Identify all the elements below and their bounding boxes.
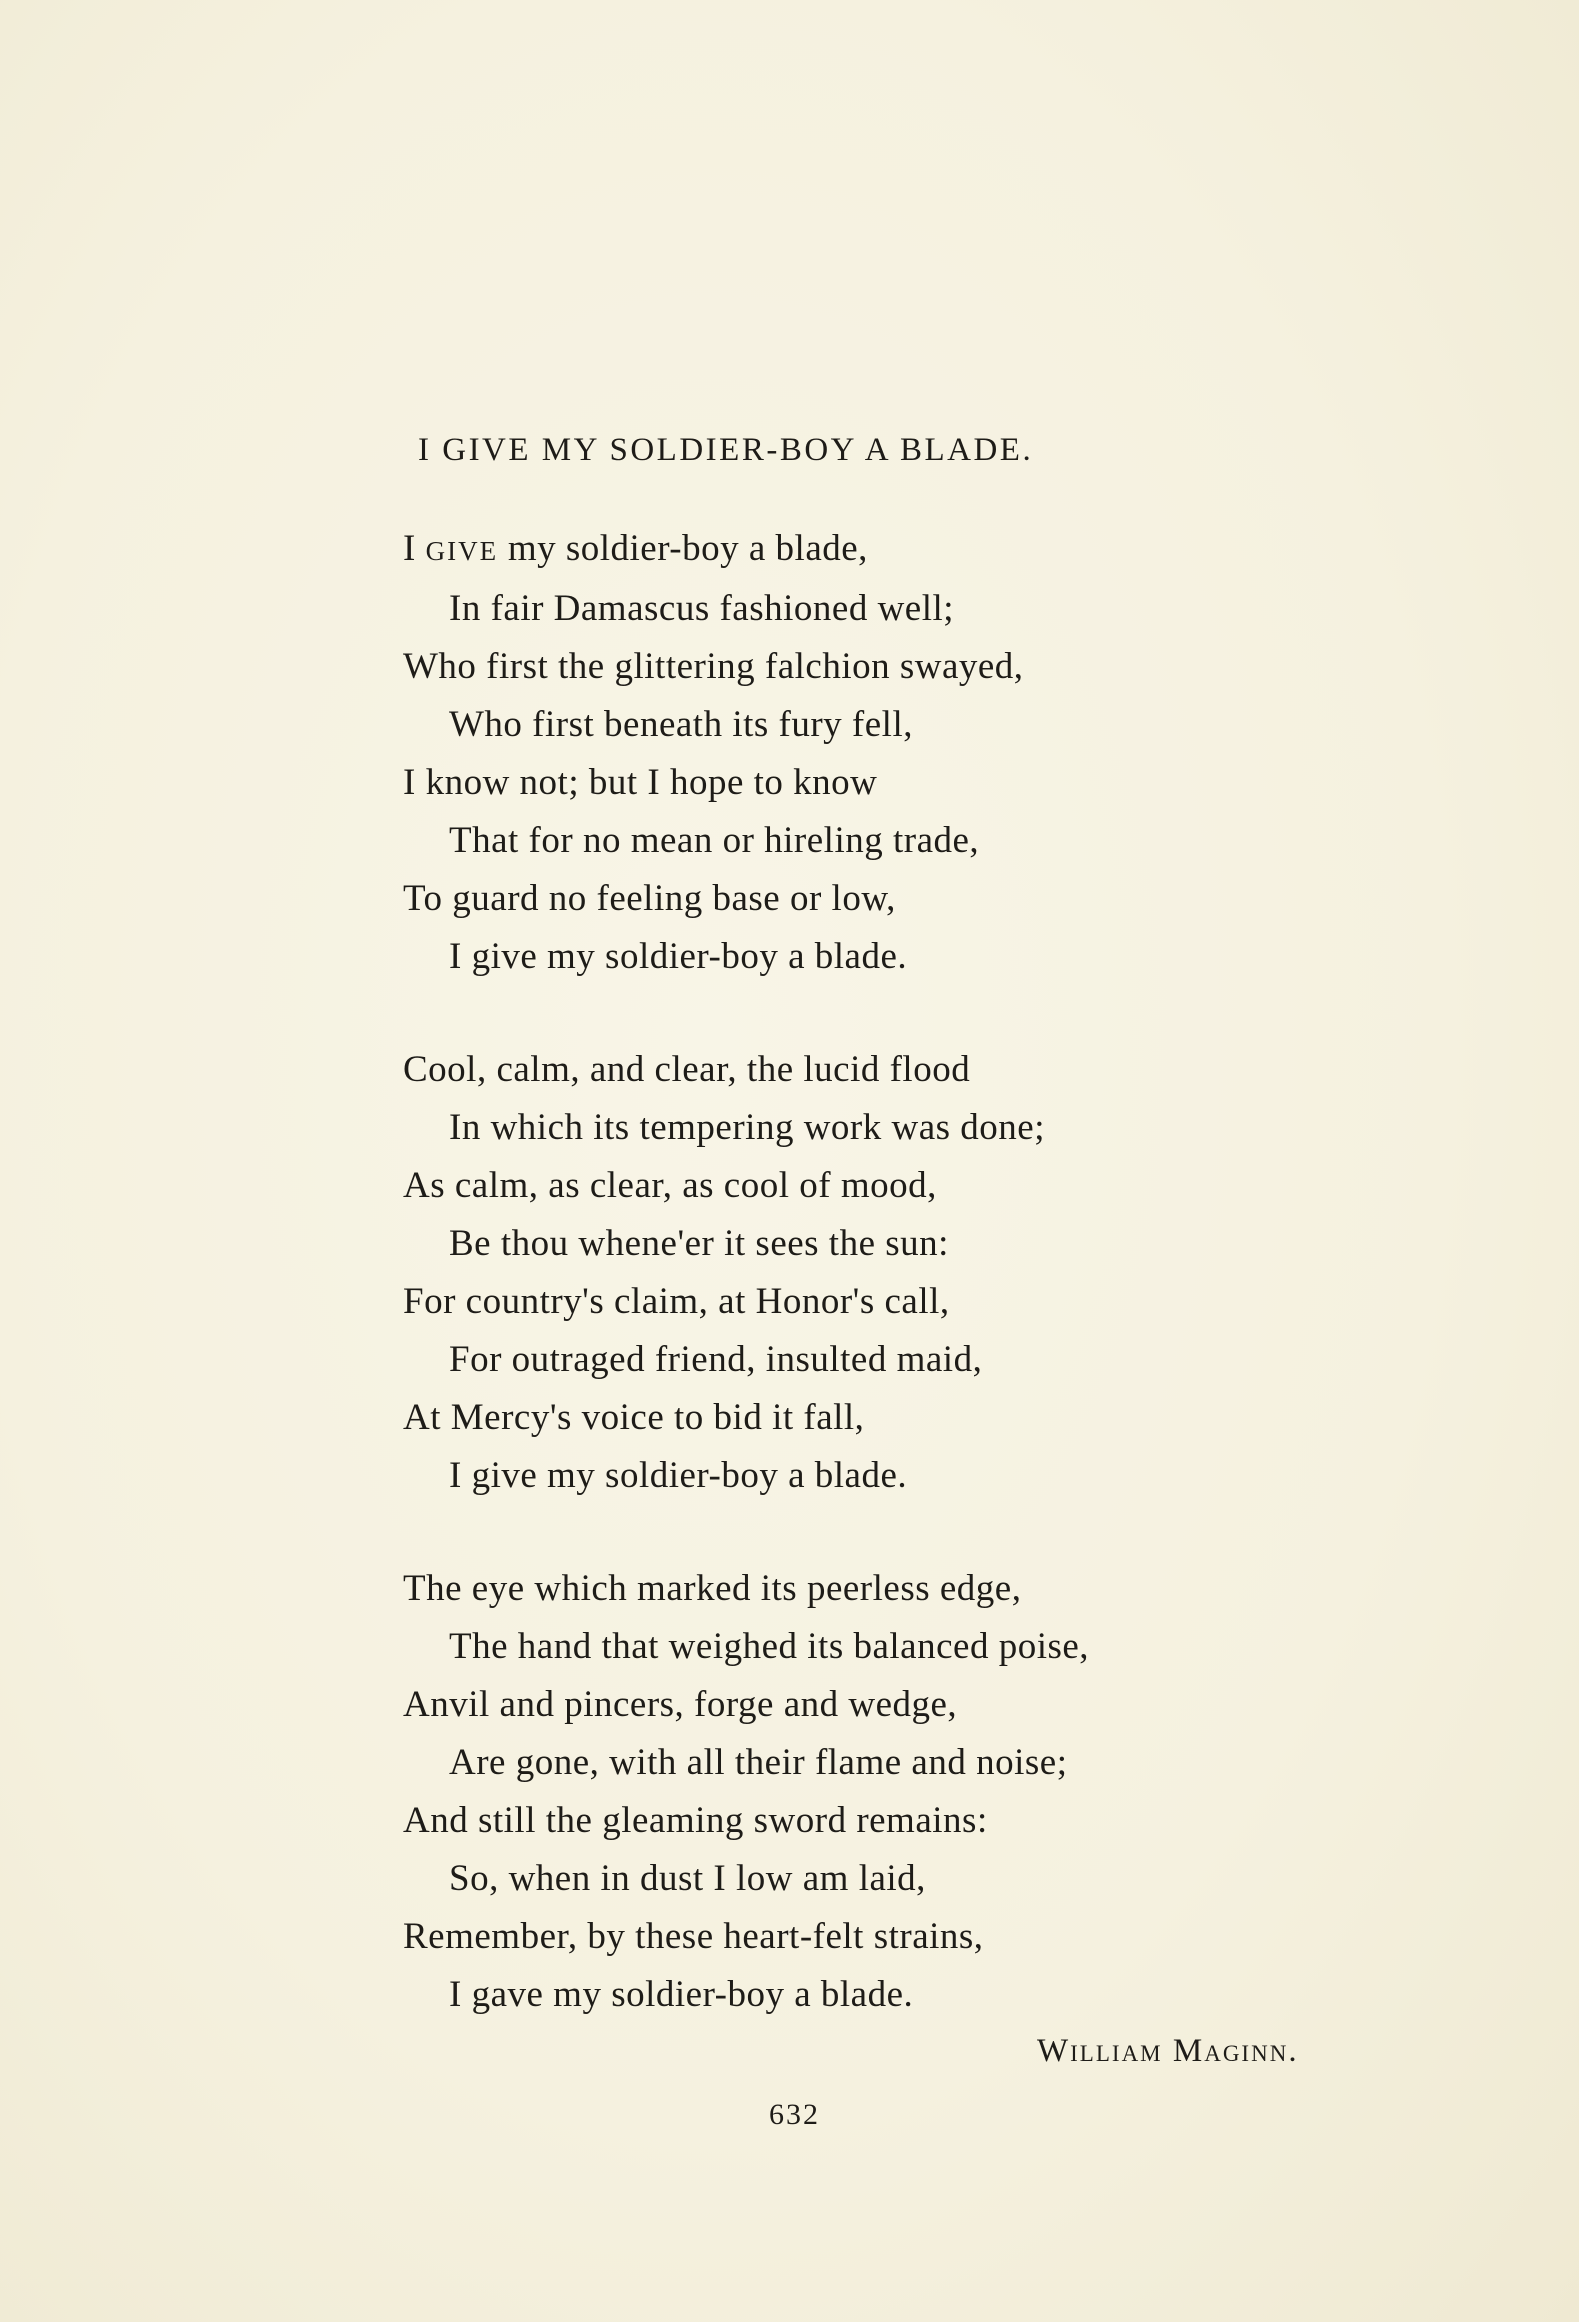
poem-line: So, when in dust I low am laid, [449,1858,926,1899]
line-lead-word: I [403,528,416,569]
poem-line: The hand that weighed its balanced poise, [449,1626,1090,1667]
poem-line: For country's claim, at Honor's call, [403,1281,950,1322]
stanza-1 [403,520,1383,986]
poem-line: I gave my soldier-boy a blade. [449,1974,914,2015]
poem-line: And still the gleaming sword remains: [403,1800,988,1841]
poem-line: Who first the glittering falchion swayed, [403,646,1024,687]
small-caps-word: GIVE [425,536,499,566]
poem-line: Be thou whene'er it sees the sun: [449,1223,949,1264]
poem-line: In fair Damascus fashioned well; [449,588,955,629]
poem-line: Who first beneath its fury fell, [449,704,913,745]
poem-line: I give my soldier-boy a blade. [449,936,908,977]
poem-line: As calm, as clear, as cool of mood, [403,1165,937,1206]
poem-line: The eye which marked its peerless edge, [403,1568,1022,1609]
poem-line: That for no mean or hireling trade, [449,820,980,861]
page-number: 632 [769,2098,820,2131]
poem-line: I know not; but I hope to know [403,762,878,803]
poem-line: At Mercy's voice to bid it fall, [403,1397,865,1438]
poem-line [403,520,1383,580]
poem-line: For outraged friend, insulted maid, [449,1339,983,1380]
poem-line: I give my soldier-boy a blade. [449,1455,908,1496]
stanza-2 [403,1041,1383,1505]
line-rest: my soldier-boy a blade, [507,528,868,569]
poem-line: Are gone, with all their flame and noise; [449,1742,1068,1783]
poem-line: Anvil and pincers, forge and wedge, [403,1684,958,1725]
stanza-3 [403,1560,1383,2024]
poem-line: To guard no feeling base or low, [403,878,896,919]
poem-line: Remember, by these heart-felt strains, [403,1916,984,1957]
poem-body [403,520,1383,2079]
poem-line: Cool, calm, and clear, the lucid flood [403,1049,971,1090]
author-attribution: William Maginn. [1037,2033,1299,2069]
poem-title: I GIVE MY SOLDIER-BOY A BLADE. [418,432,1034,468]
poem-line: In which its tempering work was done; [449,1107,1045,1148]
